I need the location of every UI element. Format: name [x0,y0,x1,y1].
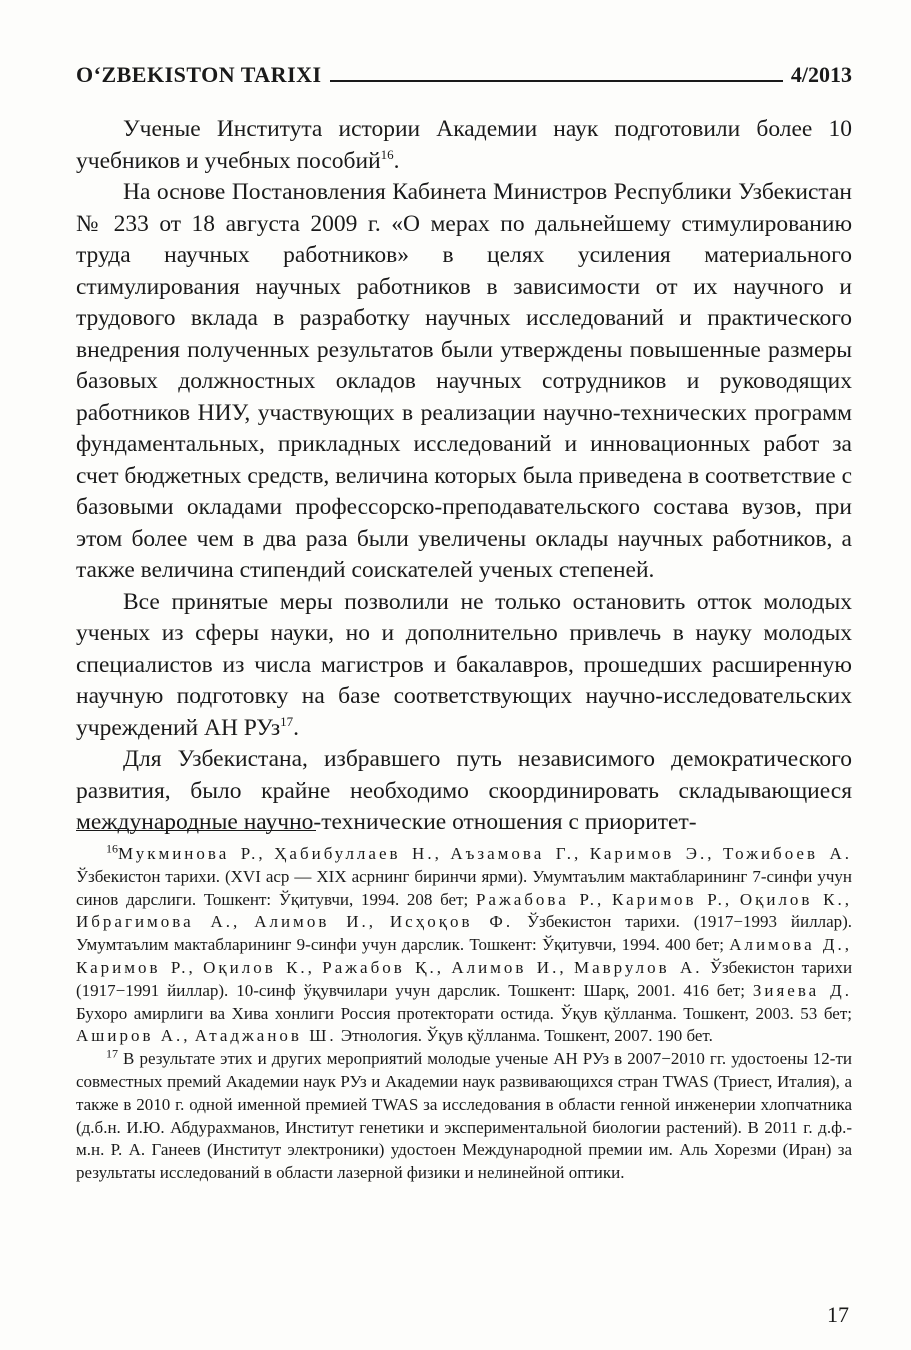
running-header [76,54,852,88]
author-name: Алимов И., [254,912,377,932]
author-name: Мукминова Р., [118,844,266,863]
journal-title: O‘ZBEKISTON TARIXI [76,62,322,87]
footnote-text [376,912,390,931]
paragraph-tail: . [393,147,400,174]
footnote-text [604,890,612,909]
footnote-text: Этнология. Ўқув қўлланма. Тошкент, 2007. 190 бет. [336,1026,713,1046]
paragraph-text: На основе Постановления Кабинета Министров Республики Узбекистан № 233 от 18 августа 2009 г. «О мерах по дальнейшему стимулированию труда научных работников» в целях усиления материального стимулирования научных работников в зависимости от их научного и трудового вклада в разработку научных исследований и практического внедрения полученных результатов были утверждены повышенные размеры базовых должностных окладов научных сотрудников и руководящих работников НИУ, участвующих в реализации научно-технических программ фундаментальных, прикладных исследований и инновационных работ за счет бюджетных средств, величина которых была приведена в соответствие с базовыми окладами профессорско-преподавательского состава вузов, при этом более чем в два раза были увеличены оклады научных работников, а также величина стипендий соискателей ученых степеней. [76,179,852,583]
footnote-text: Ўзбекистон тарихи (1917−1991 йиллар). 10-синф ўқувчилари учун дарслик. Тошкент: Шарқ, 2001. 416 бет; [76,957,853,1000]
footnote-ref: 17 [280,713,294,729]
paragraph-text: Ученые Института истории Академии наук подготовили более 10 учебников и учебных пособий [76,116,852,174]
footnote-separator [76,830,316,831]
footnote-text [196,958,203,977]
author-name: Аъзамова Г., [450,844,582,863]
author-name: Алимова Д., [729,935,852,955]
footnote-ref: 16 [380,146,394,162]
main-text [76,114,852,839]
footnote-text [715,844,724,863]
footnote-number: 16 [106,841,118,856]
author-name: Ражабова Р., [475,889,605,909]
footnote-text: Ўзбекистон тарихи. (XVI аср — XIX асрнинг биринчи ярми). Умумтаълим мактабларининг 7-синфи учун синов дарслиги. Тошкент: Ўқитувчи, 1994. 208 бет; [76,866,852,909]
issue-number: 4/2013 [790,62,852,87]
paragraph [76,177,852,587]
footnote-17 [76,1048,852,1185]
paragraph [76,744,852,839]
author-name: Каримов Э., [589,844,715,863]
footnote-text [567,958,574,977]
footnote-16 [76,843,852,1048]
paragraph [76,114,852,177]
footnote-text: В результате этих и других мероприятий молодые ученые АН РУз в 2007−2010 гг. удостоены 12-ти совместных премий Академии наук РУз и Академии наук развивающихся стран TWAS (Триест, Италия), а также в 2010 г. одной именной премией TWAS за исследования в области генной инженерии хлопчатника (д.б.н. И.Ю. Абдурахманов, Институт генетики и экспериментальной биологии растений). В 2011 г. д.ф.-м.н. Р. А. Ганеев (Институт электроники) удостоен Международной премии им. Аль Хорезми (Иран) за результаты исследований в области лазерной физики и нелинейной оптики. [76,1049,852,1183]
paragraph-text: Все принятые меры позволили не только остановить отток молодых ученых из сферы науки, но и дополнительно привлечь в науку молодых специалистов из числа магистров и бакалавров, прошедших расширенную научную подготовку на базе соответствующих научно-исследовательских учреждений АН РУз [76,588,852,741]
author-name: Оқилов К., [203,957,315,977]
author-name: Тожибоев А. [723,844,853,863]
footnote-number: 17 [106,1046,118,1061]
footnote-text [732,890,740,909]
footnote-text [240,912,254,931]
footnote-text: Ўзбекистон тарихи. (1917−1993 йиллар). Умумтаълим мактабларининг 9-синфи учун дарслик. Тошкент: Ўқитувчи, 1994. 400 бет; [76,912,853,955]
author-name: Каримов Р., [612,889,733,909]
footnote-text [266,844,275,863]
author-name: Исҳоқов Ф. [389,912,514,932]
author-name: Оқилов К., [739,889,853,909]
author-name: Ражабов Қ., [322,957,444,977]
header-rule [330,80,783,82]
paragraph-text: Для Узбекистана, избравшего путь независимого демократического развития, было крайне необходимо скоординировать складывающиеся международные научно-технические отношения с приоритет- [76,746,852,835]
author-name: Зияева Д. [752,980,852,1000]
paragraph [76,587,852,745]
author-name: Аширов А., [76,1026,191,1046]
author-name: Алимов И., [451,957,567,977]
author-name: Ибрагимова А., [76,912,241,932]
author-name: Каримов Р., [76,957,196,977]
author-name: Ҳабибуллаев Н., [274,844,442,863]
footnote-text [581,844,590,863]
paragraph-tail: . [293,714,300,741]
author-name: Атаджанов Ш. [194,1026,337,1046]
footnote-text: Бухоро амирлиги ва Хива хонлиги Россия протекторати остида. Ўқув қўлланма. Тошкент, 2003. 53 бет; [76,1003,852,1023]
page-number: 17 [827,1302,849,1327]
footnotes [76,843,852,1185]
author-name: Маврулов А. [573,957,703,977]
